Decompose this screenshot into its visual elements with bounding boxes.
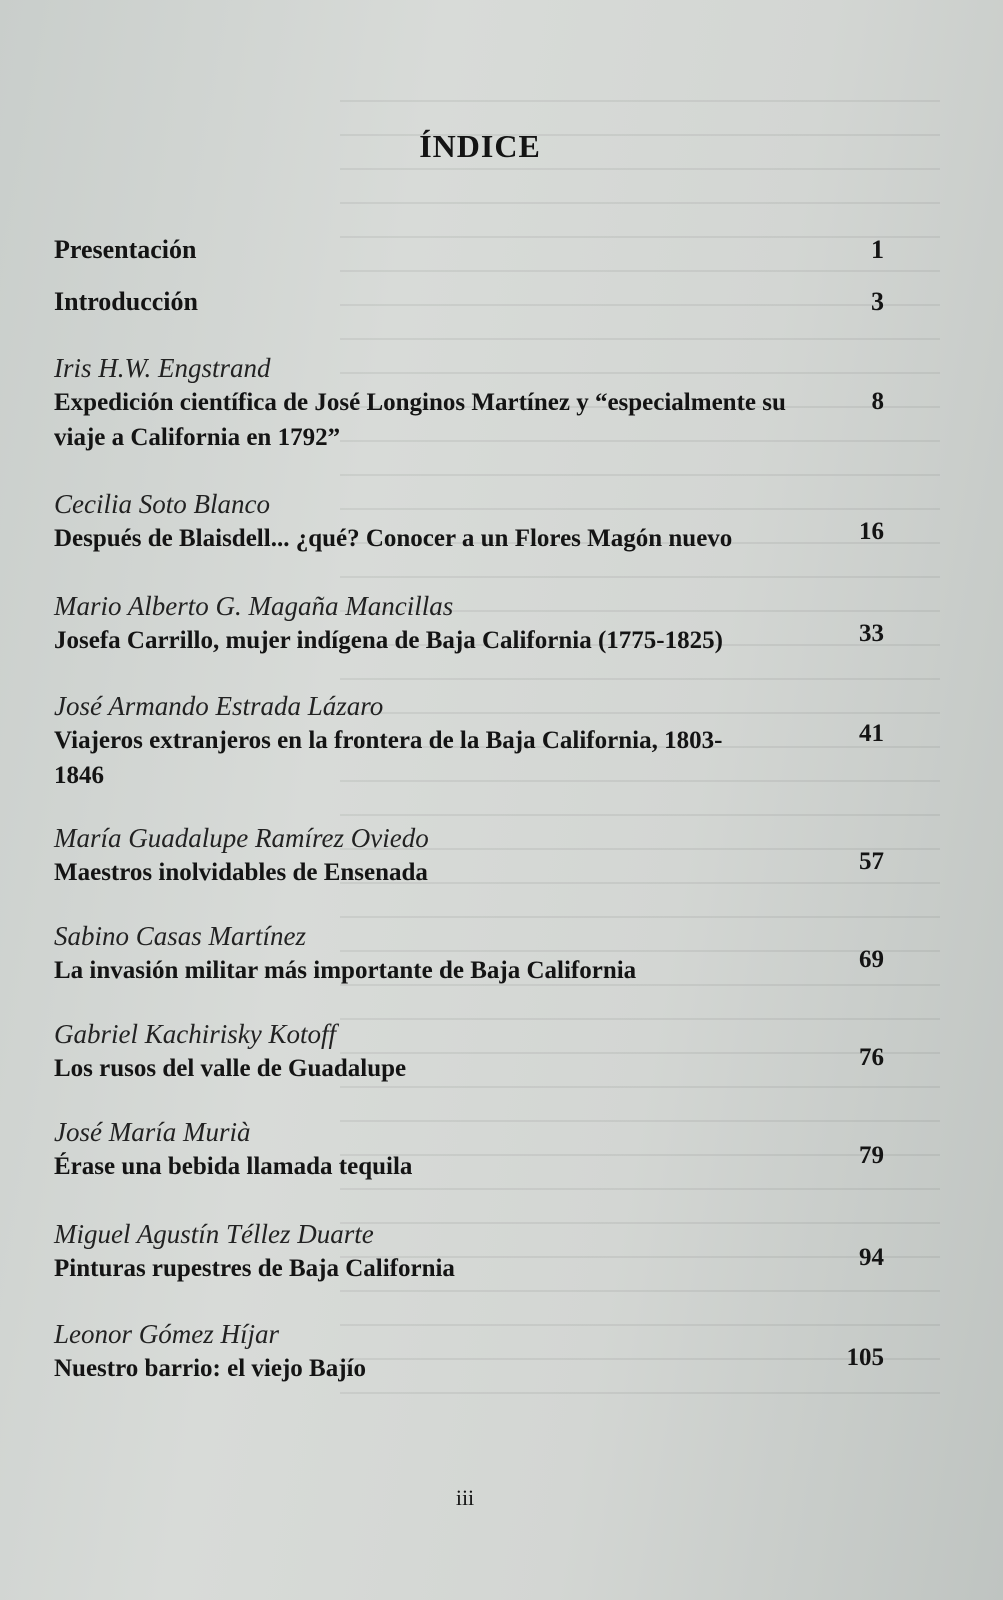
toc-entry xyxy=(54,488,884,556)
toc-author: Gabriel Kachirisky Kotoff xyxy=(54,1019,336,1049)
toc-entry-title: Nuestro barrio: el viejo Bajío xyxy=(54,1355,366,1382)
toc-entry xyxy=(54,1018,884,1086)
toc-page-number: 33 xyxy=(859,620,884,647)
toc-entry-title: Los rusos del valle de Guadalupe xyxy=(54,1055,407,1082)
toc-author: José Armando Estrada Lázaro xyxy=(54,691,384,721)
toc-entry-title: Viajeros extranjeros en la frontera de la Baja California, 1803-1846 xyxy=(54,727,723,789)
toc-entry xyxy=(54,1318,884,1386)
toc-author: Cecilia Soto Blanco xyxy=(54,489,270,519)
toc-entry xyxy=(54,920,884,988)
toc-author: Sabino Casas Martínez xyxy=(54,921,307,951)
toc-entry-title: Introducción xyxy=(54,287,198,316)
toc-page-number: 79 xyxy=(859,1142,884,1169)
toc-entry-title: Expedición científica de José Longinos Martínez y “especialmente su viaje a California en 1792” xyxy=(54,389,786,451)
page-number-footer: iii xyxy=(455,1485,475,1510)
toc-author: Miguel Agustín Téllez Duarte xyxy=(54,1219,374,1249)
toc-entry-title: Érase una bebida llamada tequila xyxy=(54,1153,413,1180)
toc-front-entry xyxy=(54,234,884,266)
toc-page-number: 41 xyxy=(859,720,884,747)
toc-page-number: 69 xyxy=(859,946,884,973)
toc-entry-title: Presentación xyxy=(54,235,197,264)
toc-page-number: 105 xyxy=(846,1344,884,1371)
toc-author: José María Murià xyxy=(54,1117,251,1147)
toc-front-entry xyxy=(54,286,884,318)
toc-author: Iris H.W. Engstrand xyxy=(54,353,271,383)
page-title: ÍNDICE xyxy=(419,128,541,164)
toc-page-number: 94 xyxy=(859,1244,884,1271)
toc-entry xyxy=(54,1218,884,1286)
toc-author: Mario Alberto G. Magaña Mancillas xyxy=(54,591,454,621)
toc-entry xyxy=(54,822,884,890)
toc-entry xyxy=(54,352,884,455)
toc-author: María Guadalupe Ramírez Oviedo xyxy=(54,823,429,853)
toc-entry xyxy=(54,590,884,658)
toc-entry xyxy=(54,690,884,793)
toc-page-number: 57 xyxy=(859,848,884,875)
toc-entry-title: Josefa Carrillo, mujer indígena de Baja California (1775-1825) xyxy=(54,627,723,654)
toc-entry-title: Pinturas rupestres de Baja California xyxy=(54,1255,455,1282)
toc-page-number: 1 xyxy=(871,235,884,264)
toc-page-number: 76 xyxy=(859,1044,884,1071)
toc-page-number: 3 xyxy=(871,287,884,316)
toc-page-number: 16 xyxy=(859,518,884,545)
toc-entry-title: Después de Blaisdell... ¿qué? Conocer a un Flores Magón nuevo xyxy=(54,525,733,552)
toc-page-number: 8 xyxy=(871,388,884,415)
toc-entry xyxy=(54,1116,884,1184)
toc-entry-title: La invasión militar más importante de Baja California xyxy=(54,957,637,984)
toc-entry-title: Maestros inolvidables de Ensenada xyxy=(54,859,428,886)
toc-author: Leonor Gómez Híjar xyxy=(54,1319,280,1349)
